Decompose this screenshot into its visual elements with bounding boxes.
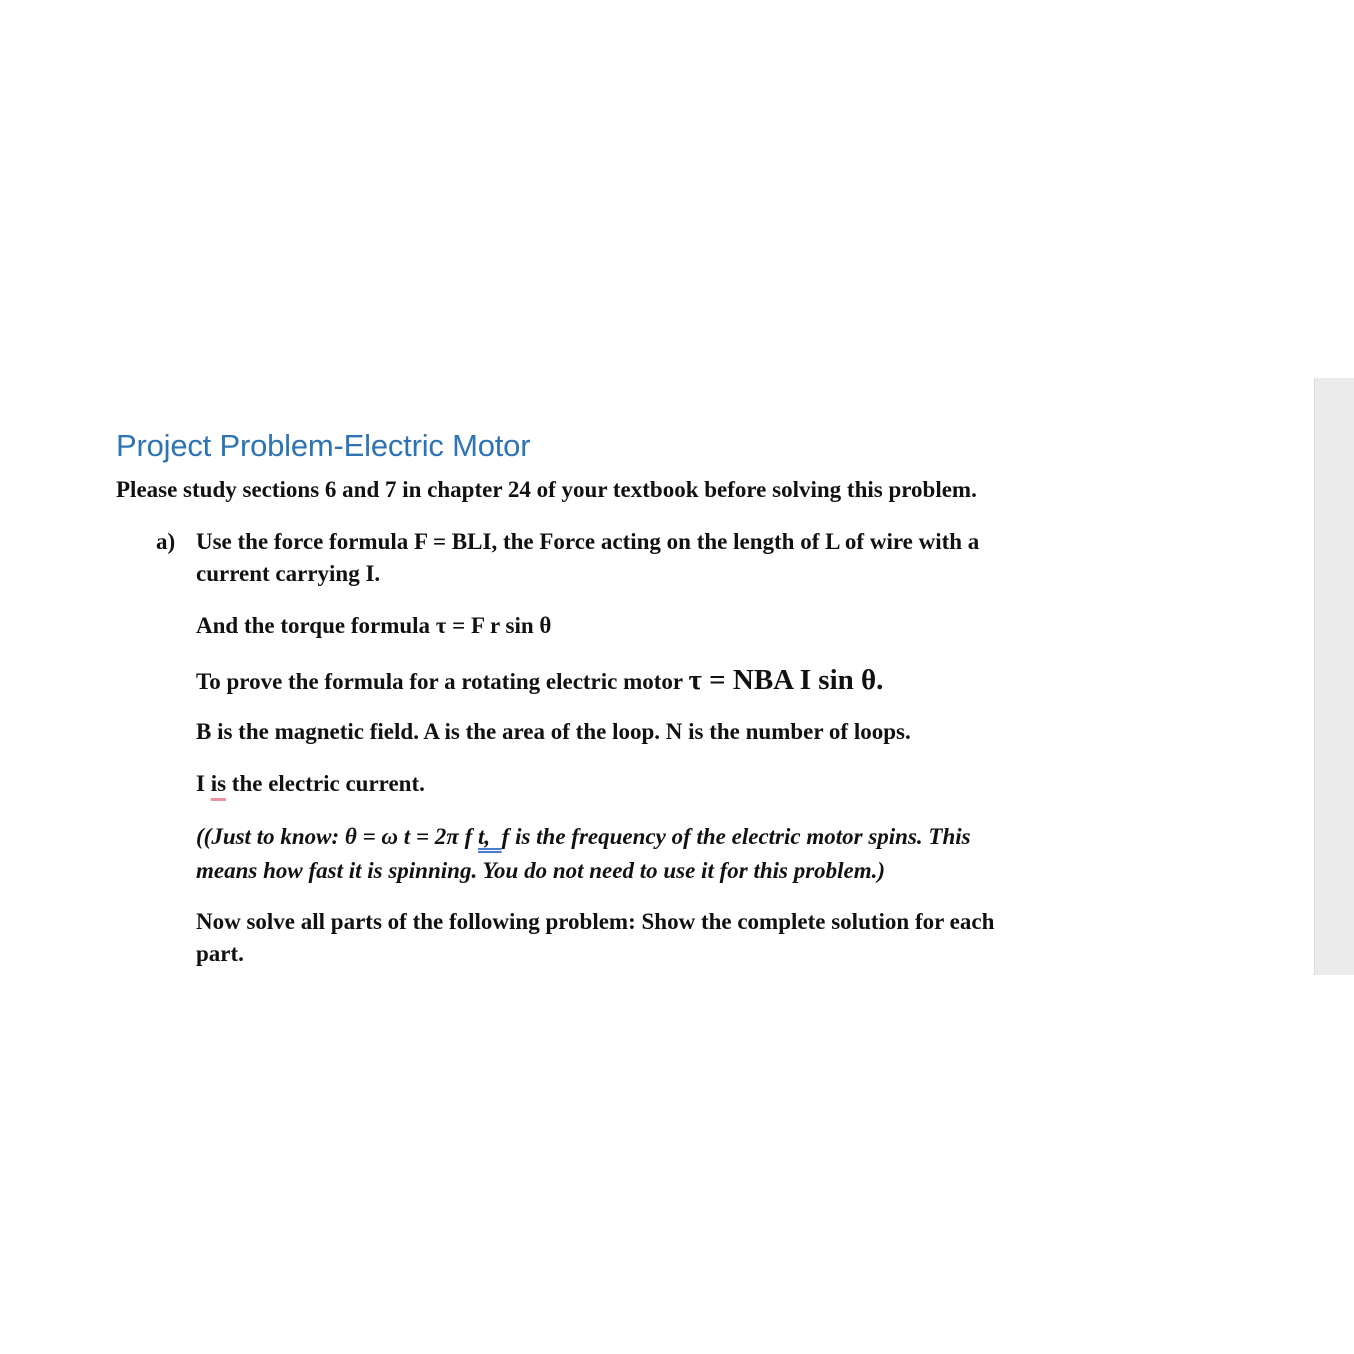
definitions-paragraph: B is the magnetic field. A is the area of the loop. N is the number of loops. — [196, 719, 911, 744]
list-marker-a: a) — [156, 529, 176, 554]
spellcheck-word-is[interactable]: is — [210, 771, 227, 796]
note-line-1-end: f is the frequency of the electric motor spins. This — [501, 824, 971, 849]
current-def-end: the electric current. — [226, 771, 425, 796]
motor-torque-formula: τ = NBA I sin θ. — [688, 664, 884, 696]
solve-line-1: Now solve all parts of the following problem: Show the complete solution for each — [196, 909, 995, 934]
note-line-1 — [196, 824, 971, 849]
prove-paragraph — [196, 664, 1136, 698]
intro-paragraph: Please study sections 6 and 7 in chapter 24 of your textbook before solving this problem. — [116, 477, 977, 502]
solve-line-2: part. — [196, 941, 244, 966]
note-line-2: means how fast it is spinning. You do not need to use it for this problem.) — [196, 858, 886, 883]
solve-paragraph — [196, 906, 1136, 970]
vertical-scrollbar[interactable] — [1314, 378, 1354, 975]
force-formula-line-2: current carrying I. — [196, 561, 381, 586]
note-line-1-start: ((Just to know: θ = ω t = 2π f — [196, 824, 479, 849]
force-formula-paragraph — [196, 526, 1136, 590]
torque-formula-paragraph: And the torque formula τ = F r sin θ — [196, 613, 552, 638]
current-definition-paragraph — [196, 768, 1136, 800]
current-def-start: I — [196, 771, 211, 796]
force-formula-line-1: Use the force formula F = BLI, the Force acting on the length of L of wire with a — [196, 529, 980, 554]
grammar-marked-text[interactable]: t, — [478, 824, 502, 849]
note-paragraph — [196, 820, 1136, 888]
document-title: Project Problem-Electric Motor — [116, 428, 531, 463]
prove-prefix: To prove the formula for a rotating electric motor — [196, 669, 689, 694]
